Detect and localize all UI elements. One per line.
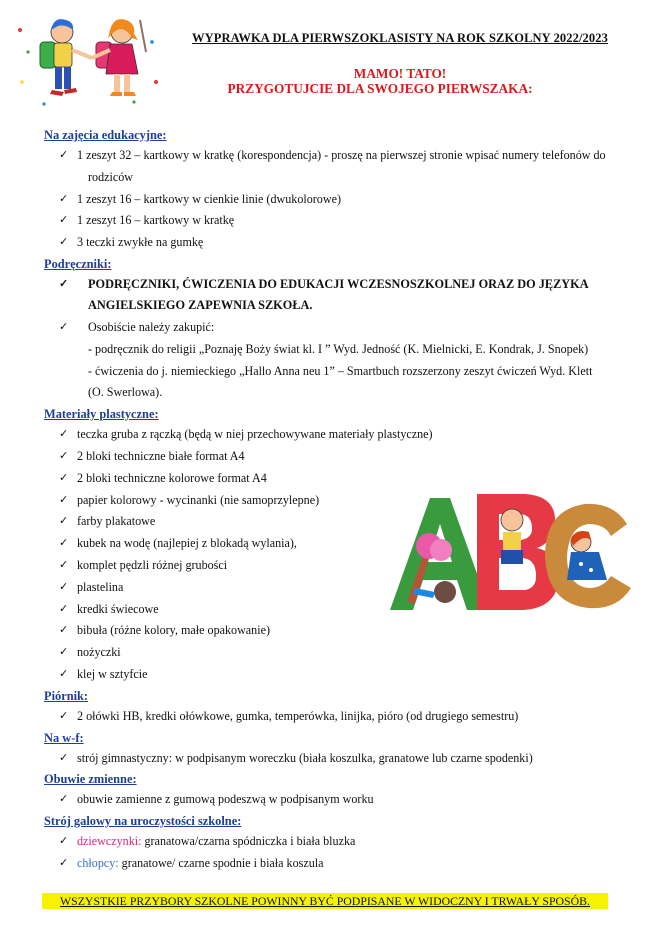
list-item-text: 1 zeszyt 32 – kartkowy w kratkę (korespondencja) - proszę na pierwszej stronie wpisać numery telefonów do — [77, 148, 606, 162]
footer-notice: WSZYSTKIE PRZYBORY SZKOLNE POWINNY BYĆ PODPISANE W WIDOCZNY I TRWAŁY SPOSÓB. — [42, 893, 608, 909]
checkmark-icon: ✓ — [59, 214, 69, 227]
checkmark-icon: ✓ — [59, 624, 69, 637]
checkmark-icon: ✓ — [59, 558, 69, 571]
list-item-continuation: rodziców — [88, 169, 133, 184]
list-item — [44, 831, 644, 853]
list-item-text: 2 bloki techniczne kolorowe format A4 — [77, 470, 267, 485]
section-heading-pencil-case: Piórnik: — [44, 688, 89, 703]
checkmark-icon: ✓ — [59, 515, 69, 528]
section-heading-formal-attire: Strój galowy na uroczystości szkolne: — [44, 814, 242, 829]
list-item-text: papier kolorowy - wycinanki (nie samoprzylepne) — [77, 492, 320, 507]
list-item-text: farby plakatowe — [77, 514, 156, 529]
textbooks-notice-line-1: PODRĘCZNIKI, ĆWICZENIA DO EDUKACJI WCZESNOSZKOLNEJ ORAZ DO JĘZYKA — [88, 276, 589, 291]
purchase-item-german: - ćwiczenia do j. niemieckiego „Hallo Anna neu 1” – Smartbuch rozszerzony zeszyt ćwiczeń Wyd. Klett — [88, 363, 593, 378]
checkmark-icon: ✓ — [59, 667, 69, 680]
checkmark-icon: ✓ — [59, 428, 69, 441]
list-item — [44, 274, 644, 296]
checkmark-icon: ✓ — [59, 149, 69, 161]
kids-with-backpacks-illustration — [14, 12, 164, 112]
letter-a — [390, 498, 490, 610]
section-heading-textbooks: Podręczniki: — [44, 256, 112, 271]
checkmark-icon: ✓ — [59, 646, 69, 659]
list-item — [44, 145, 644, 167]
purchase-intro: Osobiście należy zakupić: — [88, 319, 215, 334]
boys-label: chłopcy: — [77, 855, 119, 870]
list-item — [44, 620, 644, 642]
letter-c — [545, 504, 631, 608]
list-item-text: kubek na wodę (najlepiej z blokadą wylania), — [77, 536, 297, 551]
list-item — [44, 317, 644, 339]
list-item — [44, 189, 644, 211]
checkmark-icon: ✓ — [59, 856, 69, 869]
textbooks-notice-line-2: ANGIELSKIEGO ZAPEWNIA SZKOŁA. — [88, 298, 313, 313]
list-item — [44, 664, 644, 686]
checkmark-icon: ✓ — [59, 793, 69, 806]
page-title: WYPRAWKA DLA PIERWSZOKLASISTY NA ROK SZKOLNY 2022/2023 — [192, 31, 608, 45]
list-item — [44, 424, 644, 446]
section-heading-pe: Na w-f: — [44, 730, 84, 745]
checkmark-icon: ✓ — [59, 236, 69, 249]
checkmark-icon: ✓ — [59, 602, 69, 615]
list-item-text: kredki świecowe — [77, 601, 159, 616]
checkmark-icon: ✓ — [59, 580, 69, 593]
list-item-text: strój gimnastyczny: w podpisanym woreczku (biała koszulka, granatowe lub czarne spodenki) — [77, 750, 533, 765]
list-item-text: 1 zeszyt 16 – kartkowy w cienkie linie (dwukolorowe) — [77, 191, 341, 206]
list-item-text: komplet pędzli różnej grubości — [77, 557, 228, 572]
list-item — [44, 706, 644, 728]
list-item — [44, 232, 644, 254]
abc-letters-with-kids-illustration — [385, 490, 635, 615]
checkmark-icon: ✓ — [59, 751, 69, 764]
list-item — [44, 853, 644, 875]
list-item-text: 3 teczki zwykłe na gumkę — [77, 235, 204, 250]
checkmark-icon: ✓ — [59, 192, 69, 205]
section-heading-shoes: Obuwie zmienne: — [44, 772, 137, 787]
list-item-text: teczka gruba z rączką (będą w niej przechowywane materiały plastyczne) — [77, 427, 433, 442]
checkmark-icon: ✓ — [59, 471, 69, 484]
checkmark-icon: ✓ — [59, 449, 69, 462]
checkmark-icon: ✓ — [59, 493, 69, 506]
girls-label: dziewczynki: — [77, 834, 142, 849]
list-item — [44, 210, 644, 232]
list-item — [44, 468, 644, 490]
checkmark-icon: ✓ — [59, 709, 69, 722]
list-item-text: klej w sztyfcie — [77, 666, 148, 681]
boys-attire-text: granatowe/ czarne spodnie i biała koszula — [118, 855, 324, 870]
purchase-item-german-cont: (O. Swerlowa). — [88, 385, 163, 400]
section-heading-educational: Na zajęcia edukacyjne: — [44, 128, 167, 142]
list-item-text: 2 ołówki HB, kredki ołówkowe, gumka, temperówka, linijka, pióro (od drugiego semestru) — [77, 708, 519, 723]
checkmark-icon: ✓ — [59, 320, 69, 333]
list-item-text: 2 bloki techniczne białe format A4 — [77, 448, 245, 463]
list-item — [44, 642, 644, 664]
subtitle-line-1: MAMO! TATO! — [353, 66, 447, 81]
list-item-text: nożyczki — [77, 645, 121, 660]
list-item — [44, 789, 644, 811]
subtitle-line-2: PRZYGOTUJCIE DLA SWOJEGO PIERWSZAKA: — [227, 81, 533, 96]
list-item-text: plastelina — [77, 579, 124, 594]
list-item-text: obuwie zamienne z gumową podeszwą w podpisanym worku — [77, 792, 374, 807]
section-heading-art-supplies: Materiały plastyczne: — [44, 407, 159, 422]
girls-attire-text: granatowa/czarna spódniczka i biała bluzka — [141, 834, 356, 849]
list-item — [44, 446, 644, 468]
boy-figure — [40, 19, 92, 96]
checkmark-icon: ✓ — [59, 537, 69, 550]
list-item-text: 1 zeszyt 16 – kartkowy w kratkę — [77, 213, 235, 228]
list-item — [44, 748, 644, 770]
list-item-text: bibuła (różne kolory, małe opakowanie) — [77, 623, 270, 638]
checkmark-icon: ✓ — [59, 835, 69, 848]
purchase-item-religion: - podręcznik do religii „Poznaję Boży świat kl. I ” Wyd. Jedność (K. Mielnicki, E. Kondrak, J. Snopek) — [88, 341, 589, 356]
checkmark-icon: ✓ — [59, 277, 69, 290]
girl-figure — [92, 19, 146, 96]
